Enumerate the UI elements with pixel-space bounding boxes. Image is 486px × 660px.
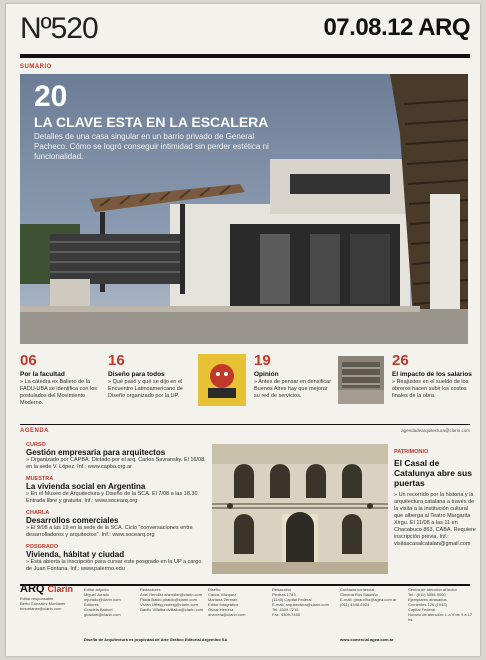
- hero-title: LA CLAVE ESTA EN LA ESCALERA: [34, 114, 269, 130]
- teaser-number: 26: [392, 352, 409, 369]
- footer-design: Diseño Carlos Vázquez Mariana Zerman Editor fotográfico Oscar Herrera oherrera@clarin.com: [208, 587, 246, 617]
- agenda-title: Vivienda, hábitat y ciudad: [26, 550, 125, 559]
- sumario-label: SUMARIO: [20, 64, 52, 70]
- teaser-text: » La cátedra ex Baliero de la FADU-UBA se identifica con los postulados del Movimiento Moderno.: [20, 379, 98, 406]
- teaser-title: El impacto de los salarios: [392, 371, 472, 378]
- issue-date: 07.08.12: [323, 14, 413, 41]
- teaser-text: » Reajustes en el sueldo de los obreros hacen subir los costos finales de la obra.: [392, 379, 469, 399]
- patrimonio-text: » Un recorrido por la historia y la arquitectura catalana a través de la visita a la institución cultural que alberga al Teatro Margarita Xirgu. El 11/08 a las 11 en Chacabuco 863, CABA. Requiere inscripción previa. Inf.: visitascasalcatalan@gmail.com: [394, 492, 476, 547]
- brand-logo: ARQ: [418, 14, 470, 41]
- teaser-title: Opinión: [254, 371, 279, 378]
- footer-editors: Editor adjunto Miguel Jurado mjurado@clarin.com Editores Graciela Baduel gbaduel@clarin.com: [84, 587, 121, 617]
- agenda-item[interactable]: [26, 442, 206, 471]
- hero-subtitle: Detalles de una casa singular en un barrio privado de General Pacheco. Cómo se logró conseguir intimidad sin perder estética ni funcionalidad.: [34, 132, 269, 161]
- agenda-rule: [20, 424, 470, 425]
- agenda-label: AGENDA: [20, 428, 50, 434]
- magazine-page: [6, 4, 480, 656]
- construction-thumbnail[interactable]: [338, 356, 384, 404]
- footer-reader-service: Centro de atención al lector Tel.: (011) 5556-0000 Ejemplares atrasados Corrientes 126 (1043) Capital Federal Horario de atención: L a V de 9 a 17 hs.: [408, 587, 473, 622]
- agenda-text: » El 9/08 a las 19 en la sede de la SCA. Ciclo "conversaciones entre desarrolladores y arquitectos". Inf.: www.socearq.org: [26, 525, 193, 538]
- agenda-item[interactable]: [26, 510, 206, 539]
- masthead-date-brand: [323, 14, 470, 42]
- agenda-item[interactable]: [26, 476, 206, 505]
- hero-photo[interactable]: [20, 74, 468, 344]
- agenda-item[interactable]: [26, 544, 206, 573]
- design-thumbnail[interactable]: [198, 354, 246, 406]
- agenda-text: » Organizado por CAPBA. Dictado por el arq. Carlos Savransky. El 16/08, en la sede V. López. Inf.: www.capba.org.ar: [26, 457, 206, 470]
- footer-rule: [20, 584, 470, 586]
- footer-office: Redacción Piedras 1743 (1140) Capital Federal E-mail: arquitectura@clarin.com Tel. 4309-7215 Fax. 4309-7455: [272, 587, 329, 617]
- agenda-category: CURSO: [26, 442, 46, 448]
- teaser-item[interactable]: [254, 352, 334, 414]
- agenda-category: MUESTRA: [26, 476, 54, 482]
- agenda-text: » En el Museo de Arquitectura y Diseño de la SCA. El 7/08 a las 18.30. Entrada libre y gratuita. Inf.: www.socearq.org: [26, 491, 200, 504]
- teaser-number: 16: [108, 352, 125, 369]
- teaser-title: Diseño para todos: [108, 371, 165, 378]
- illustration-thumbnail: [198, 354, 246, 406]
- footer-clarin-logo: Clarín: [47, 584, 73, 594]
- teaser-title: Por la facultad: [20, 371, 65, 378]
- agenda-title: Gestión empresaria para arquitectos: [26, 448, 166, 457]
- teaser-number: 19: [254, 352, 271, 369]
- agenda-category: POSGRADO: [26, 544, 59, 550]
- teaser-number: 06: [20, 352, 37, 369]
- photo-thumbnail: [338, 356, 384, 404]
- agenda-title: La vivienda social en Argentina: [26, 482, 146, 491]
- patrimonio-category: PATRIMONIO: [394, 449, 429, 455]
- issue-number: Nº520: [20, 12, 98, 45]
- building-facade-illustration: [212, 444, 388, 574]
- footer-editor: Editor responsable Berto González Montaner bmontaner@clarin.com: [20, 596, 66, 611]
- teaser-item[interactable]: [392, 352, 478, 414]
- agenda-text: » Está abierta la inscripción para cursar este posgrado en la UP a cargo de Juan Fontana. Inf.: www.palermo.edu: [26, 559, 202, 572]
- patrimonio-title: El Casal de Catalunya abre sus puertas: [394, 458, 472, 488]
- masthead-rule: [20, 54, 470, 58]
- footer-logo-col: [20, 583, 78, 611]
- teaser-item[interactable]: [20, 352, 100, 414]
- footer-website[interactable]: www.comercial.agea.com.ar: [340, 637, 394, 642]
- hero-page-number: 20: [34, 80, 68, 113]
- footer-writers: Redactores Ariel Hendler ahendler@clarin.com Paula Baldo pbaldo@clarin.com Vivian Urfeig vurfeig@clarin.com Danilo Villalba dvillalba@clarin.com: [140, 587, 204, 612]
- footer-arq-logo: ARQ: [20, 583, 45, 595]
- footer-commercial: Contacto comercial Gimena Ros Mauriño E-mail: gmauriño@agea.com.ar (011) 4348-6924: [340, 587, 397, 607]
- agenda-email[interactable]: agendadearquitectura@clarin.com: [401, 428, 470, 433]
- patrimonio-item[interactable]: [394, 449, 478, 548]
- footer-legal: Diseño de Arquitectura es propiedad de Arte Gráfico Editorial Argentino SA: [84, 637, 228, 642]
- agenda-title: Desarrollos comerciales: [26, 516, 119, 525]
- credits-footer: [20, 583, 478, 647]
- teaser-text: » Qué pasó y qué se dijo en el Encuentro Latinoamericano de Diseño organizado por la UP.: [108, 379, 183, 399]
- teaser-item[interactable]: [108, 352, 192, 414]
- agenda-category: CHARLA: [26, 510, 50, 516]
- casal-photo[interactable]: [212, 444, 388, 574]
- teaser-text: » Antes de pensar en densificar Buenos Aires hay que mejorar su red de servicios.: [254, 379, 332, 399]
